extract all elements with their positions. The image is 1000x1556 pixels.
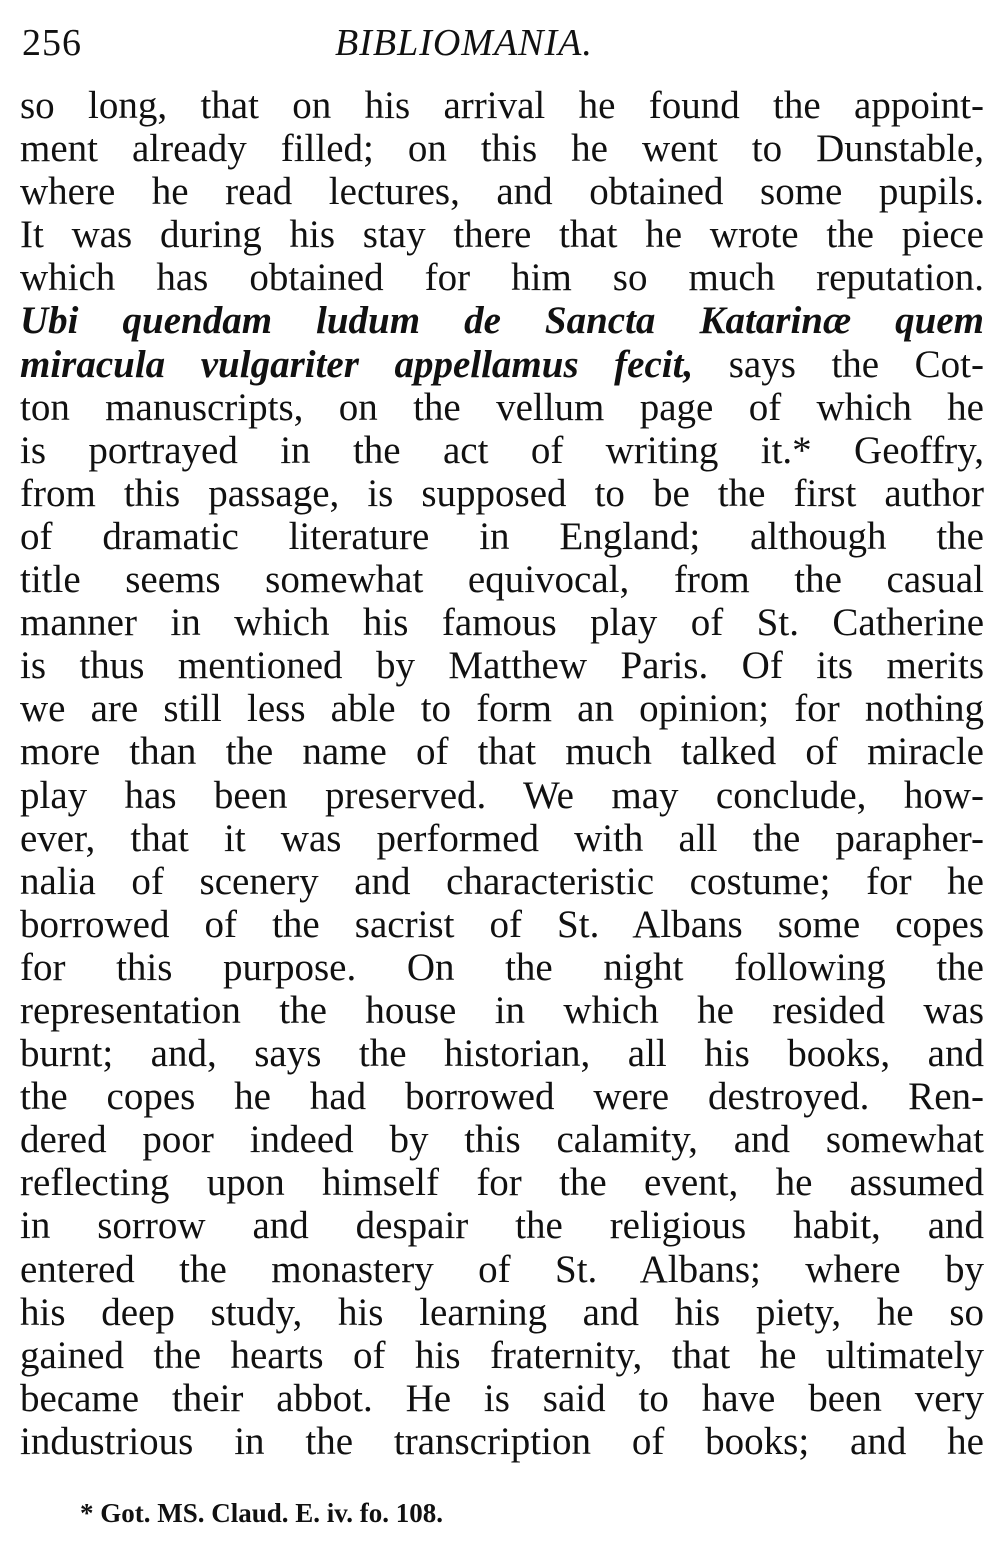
- text-line: dered poor indeed by this calamity, and somewhat: [20, 1118, 984, 1162]
- page-number: 256: [22, 22, 82, 64]
- text-line: industrious in the transcription of books; and he: [20, 1419, 984, 1463]
- text-line: is portrayed in the act of writing it.* Geoffry,: [20, 428, 984, 472]
- text-line: so long, that on his arrival he found the appoint-: [20, 84, 984, 127]
- text-line: from this passage, is supposed to be the first author: [20, 471, 984, 515]
- text-line: for this purpose. On the night following the: [20, 945, 984, 989]
- text-line: play has been preserved. We may conclude, how-: [20, 773, 984, 817]
- text-line: his deep study, his learning and his piety, he so: [20, 1290, 984, 1334]
- text-line: ever, that it was performed with all the parapher-: [20, 816, 984, 860]
- text-fragment: says the Cot-: [693, 342, 984, 386]
- text-line: nalia of scenery and characteristic costume; for he: [20, 859, 984, 903]
- text-line: title seems somewhat equivocal, from the casual: [20, 558, 984, 602]
- text-line: became their abbot. He is said to have been very: [20, 1376, 984, 1420]
- text-line: entered the monastery of St. Albans; where by: [20, 1247, 984, 1291]
- text-line: representation the house in which he resided was: [20, 988, 984, 1032]
- text-line: ton manuscripts, on the vellum page of which he: [20, 385, 984, 429]
- running-title: BIBLIOMANIA.: [335, 22, 593, 64]
- text-line: where he read lectures, and obtained some pupils.: [20, 170, 984, 214]
- page-header: [0, 18, 1000, 68]
- text-line: burnt; and, says the historian, all his books, and: [20, 1032, 984, 1076]
- latin-quote-line: Ubi quendam ludum de Sancta Katarinæ quem: [20, 299, 984, 343]
- text-line: the copes he had borrowed were destroyed. Ren-: [20, 1075, 984, 1119]
- text-line: It was during his stay there that he wrote the piece: [20, 213, 984, 257]
- text-line: reflecting upon himself for the event, he assumed: [20, 1161, 984, 1205]
- text-line: we are still less able to form an opinion; for nothing: [20, 687, 984, 731]
- text-line: which has obtained for him so much reputation.: [20, 256, 984, 300]
- body-text: [20, 84, 984, 1463]
- latin-quote-fragment: miracula vulgariter appellamus fecit,: [20, 342, 694, 386]
- text-line: ment already filled; on this he went to Dunstable,: [20, 127, 984, 171]
- text-line: more than the name of that much talked of miracle: [20, 730, 984, 774]
- text-line: gained the hearts of his fraternity, that he ultimately: [20, 1333, 984, 1377]
- text-line-mixed: [20, 343, 984, 386]
- text-line: in sorrow and despair the religious habit, and: [20, 1204, 984, 1248]
- text-line: manner in which his famous play of St. Catherine: [20, 601, 984, 645]
- footnote: * Got. MS. Claud. E. iv. fo. 108.: [80, 1498, 444, 1528]
- text-line: of dramatic literature in England; although the: [20, 514, 984, 558]
- text-line: is thus mentioned by Matthew Paris. Of its merits: [20, 644, 984, 688]
- text-line: borrowed of the sacrist of St. Albans some copes: [20, 902, 984, 946]
